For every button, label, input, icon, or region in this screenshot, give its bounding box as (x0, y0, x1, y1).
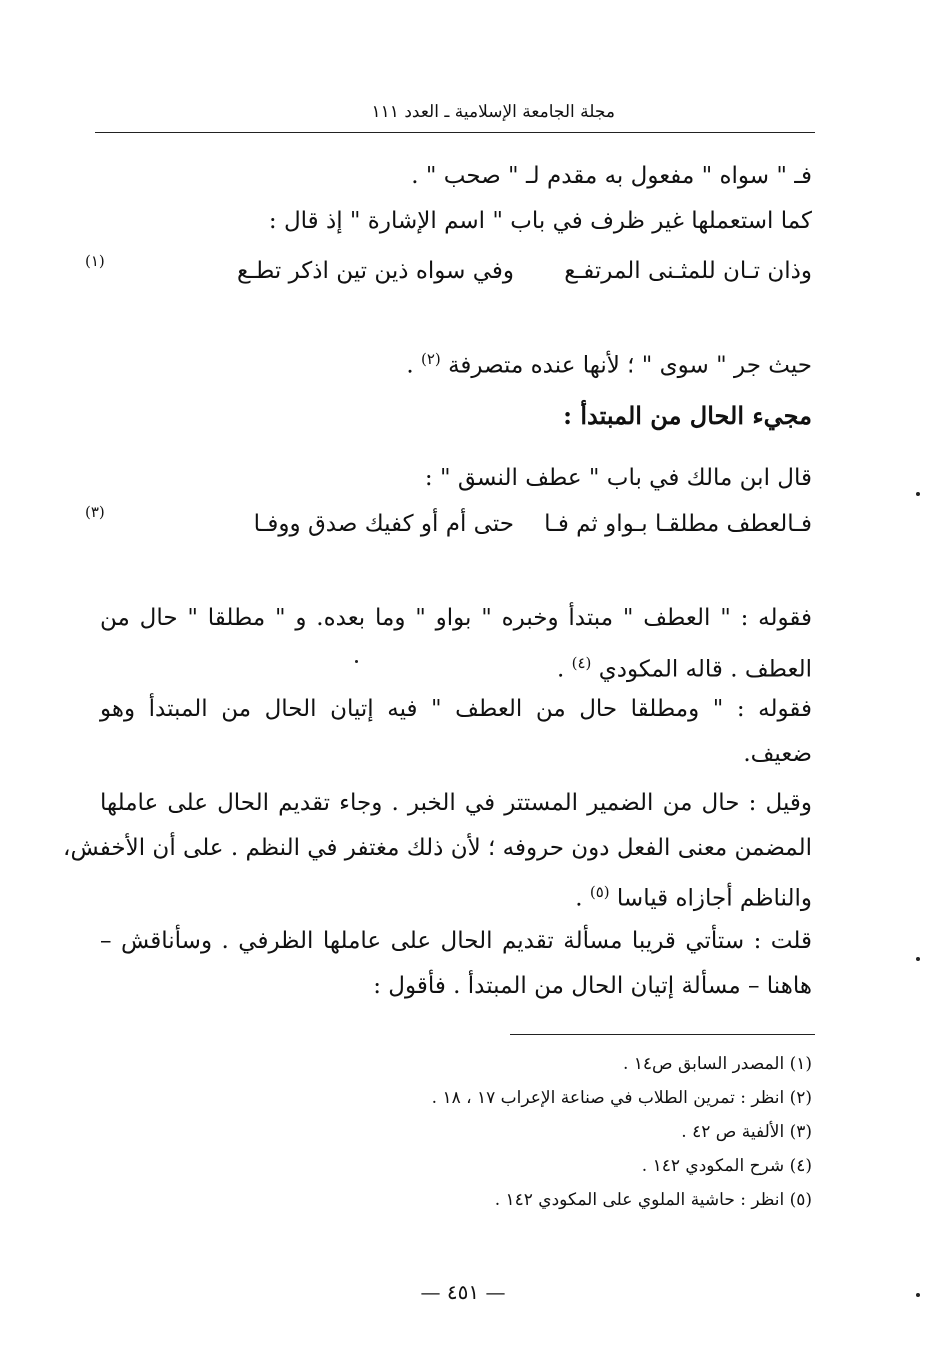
paragraph-text: والناظم أجازاه قياسا (616, 885, 812, 912)
paragraph-line: قال ابن مالك في باب " عطف النسق " : (424, 465, 812, 491)
paragraph-end: . (406, 352, 414, 379)
paragraph-line (406, 343, 812, 382)
paragraph-end: . (575, 885, 583, 912)
paragraph-line: المضمن معنى الفعل دون حروفه ؛ لأن ذلك مغتفر في النظم . على أن الأخفش، (63, 835, 812, 861)
footnote-ref: (١) (85, 252, 105, 270)
footnote-rule (510, 1034, 815, 1035)
paragraph-line (557, 647, 812, 686)
paragraph-line: ضعيف. (743, 741, 812, 767)
scan-speck (916, 957, 920, 961)
verse-hemistich-left: حتى أم أو كفيك صدق ووفـا (253, 511, 514, 537)
footnote: (٥) انظر : حاشية الملوي على المكودي ١٤٢ . (494, 1190, 812, 1210)
section-heading: مجيء الحال من المبتدأ : (563, 401, 812, 430)
footnote: (١) المصدر السابق ص١٤ . (622, 1054, 812, 1074)
paragraph-line: فقوله : " العطف " مبتدأ وخبره " بواو " وما بعده. و " مطلقا " حال من (100, 605, 812, 631)
paragraph-line: قلت : ستأتي قريبا مسألة تقديم الحال على عاملها الظرفي . وسأناقش – (100, 928, 812, 954)
page-number: — ٤٥١ — (420, 1280, 506, 1304)
running-header: مجلة الجامعة الإسلامية ـ العدد ١١١ (371, 102, 615, 122)
footnote: (٤) شرح المكودي ١٤٢ . (641, 1156, 812, 1176)
paragraph-line: هاهنا – مسألة إتيان الحال من المبتدأ . فأقول : (373, 973, 812, 999)
paragraph-line (575, 876, 812, 915)
footnote: (٢) انظر : تمرين الطلاب في صناعة الإعراب ١٧ ، ١٨ . (431, 1088, 812, 1108)
scan-speck (916, 1293, 920, 1297)
verse-hemistich-right: وذان تـان للمثـنى المرتفـع (564, 258, 812, 284)
paragraph-text: العطف . قاله المكودي (598, 656, 812, 683)
paragraph-text: حيث جر " سوى " ؛ لأنها عنده متصرفة (448, 352, 812, 379)
scan-speck (355, 660, 358, 663)
paragraph-line: فـ " سواه " مفعول به مقدم لـ " صحب " . (411, 163, 812, 189)
scan-speck (916, 492, 920, 496)
paragraph-end: . (557, 656, 565, 683)
footnote-ref: (٣) (85, 503, 105, 521)
verse-hemistich-left: وفي سواه ذين تين اذكر تطـع (237, 258, 514, 284)
footnote: (٣) الألفية ص ٤٢ . (681, 1122, 812, 1142)
header-rule (95, 132, 815, 133)
verse-hemistich-right: فـالعطف مطلقـا بـواو ثم فـا (544, 511, 812, 537)
footnote-ref: (٤) (571, 654, 592, 672)
footnote-ref: (٢) (421, 350, 441, 368)
paragraph-line: كما استعملها غير ظرف في باب " اسم الإشارة " إذ قال : (268, 208, 812, 234)
footnote-ref: (٥) (589, 883, 610, 901)
paragraph-line: وقيل : حال من الضمير المستتر في الخبر . وجاء تقديم الحال على عاملها (100, 790, 812, 816)
paragraph-line: فقوله : " ومطلقا حال من العطف " فيه إتيان الحال من المبتدأ وهو (100, 696, 812, 722)
